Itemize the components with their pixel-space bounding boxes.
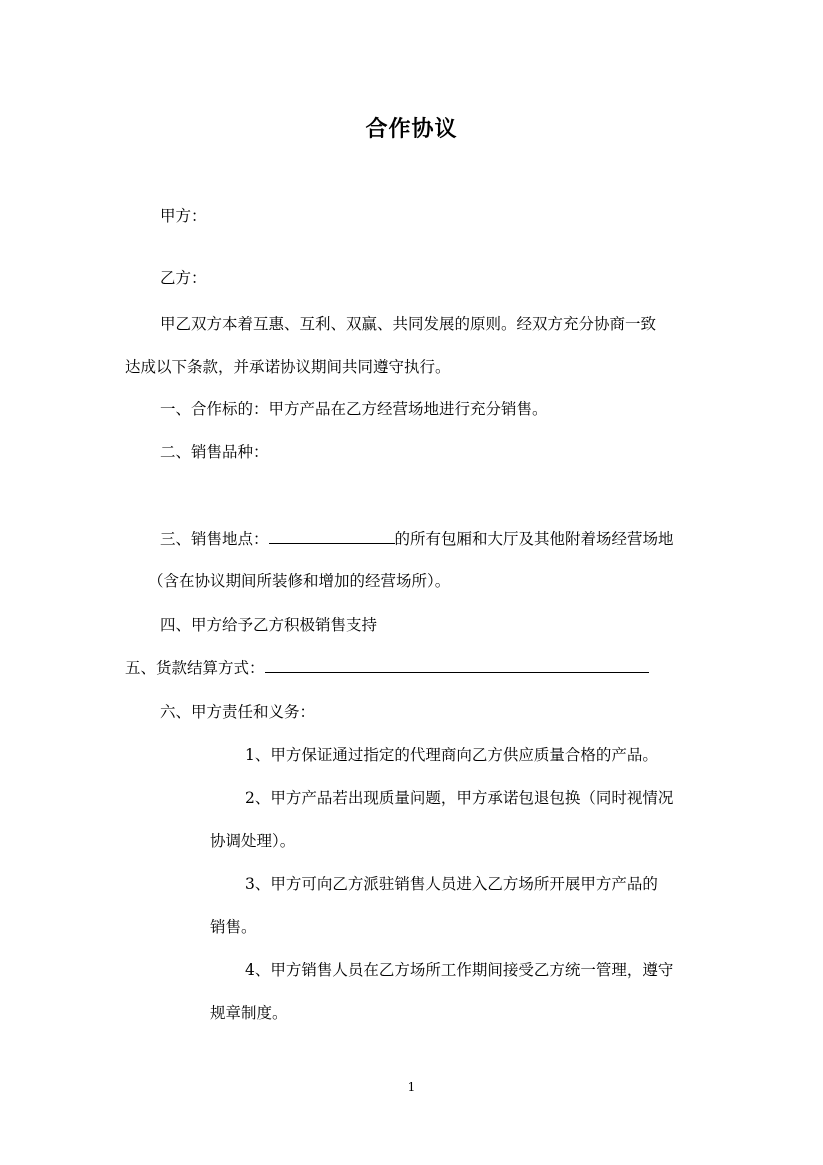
party-a-label: 甲方： [160, 207, 207, 225]
duty-1: 1、甲方保证通过指定的代理商向乙方供应质量合格的产品。 [245, 746, 658, 764]
clause-3-line-1 [160, 529, 674, 549]
intro-paragraph-line-1: 甲乙双方本着互惠、互利、双赢、共同发展的原则。经双方充分协商一致 [160, 315, 657, 333]
clause-5 [125, 658, 649, 678]
party-b-label: 乙方： [160, 269, 207, 287]
duty-2-line-1: 2、甲方产品若出现质量问题，甲方承诺包退包换（同时视情况 [245, 789, 674, 807]
duty-4-line-2: 规章制度。 [210, 1004, 288, 1022]
duty-3-line-1: 3、甲方可向乙方派驻销售人员进入乙方场所开展甲方产品的 [245, 875, 658, 893]
clause-6: 六、甲方责任和义务： [160, 703, 316, 721]
clause-4: 四、甲方给予乙方积极销售支持 [160, 616, 378, 634]
duty-4-line-1: 4、甲方销售人员在乙方场所工作期间接受乙方统一管理，遵守 [245, 961, 674, 979]
document-title: 合作协议 [365, 116, 458, 142]
clause-5-label: 五、货款结算方式： [125, 659, 265, 677]
clause-3-prefix: 三、销售地点： [160, 530, 269, 548]
location-blank [269, 529, 395, 544]
clause-1: 一、合作标的：甲方产品在乙方经营场地进行充分销售。 [160, 400, 548, 418]
clause-3-suffix: 的所有包厢和大厅及其他附着场经营场地 [394, 530, 674, 548]
duty-2-line-2: 协调处理）。 [210, 832, 296, 850]
payment-method-blank [265, 658, 649, 673]
intro-paragraph-line-2: 达成以下条款，并承诺协议期间共同遵守执行。 [125, 358, 451, 376]
duty-3-line-2: 销售。 [210, 918, 257, 936]
page-number: 1 [407, 1080, 416, 1094]
clause-3-line-2: （含在协议期间所装修和增加的经营场所）。 [148, 572, 451, 590]
clause-2: 二、销售品种： [160, 443, 269, 461]
